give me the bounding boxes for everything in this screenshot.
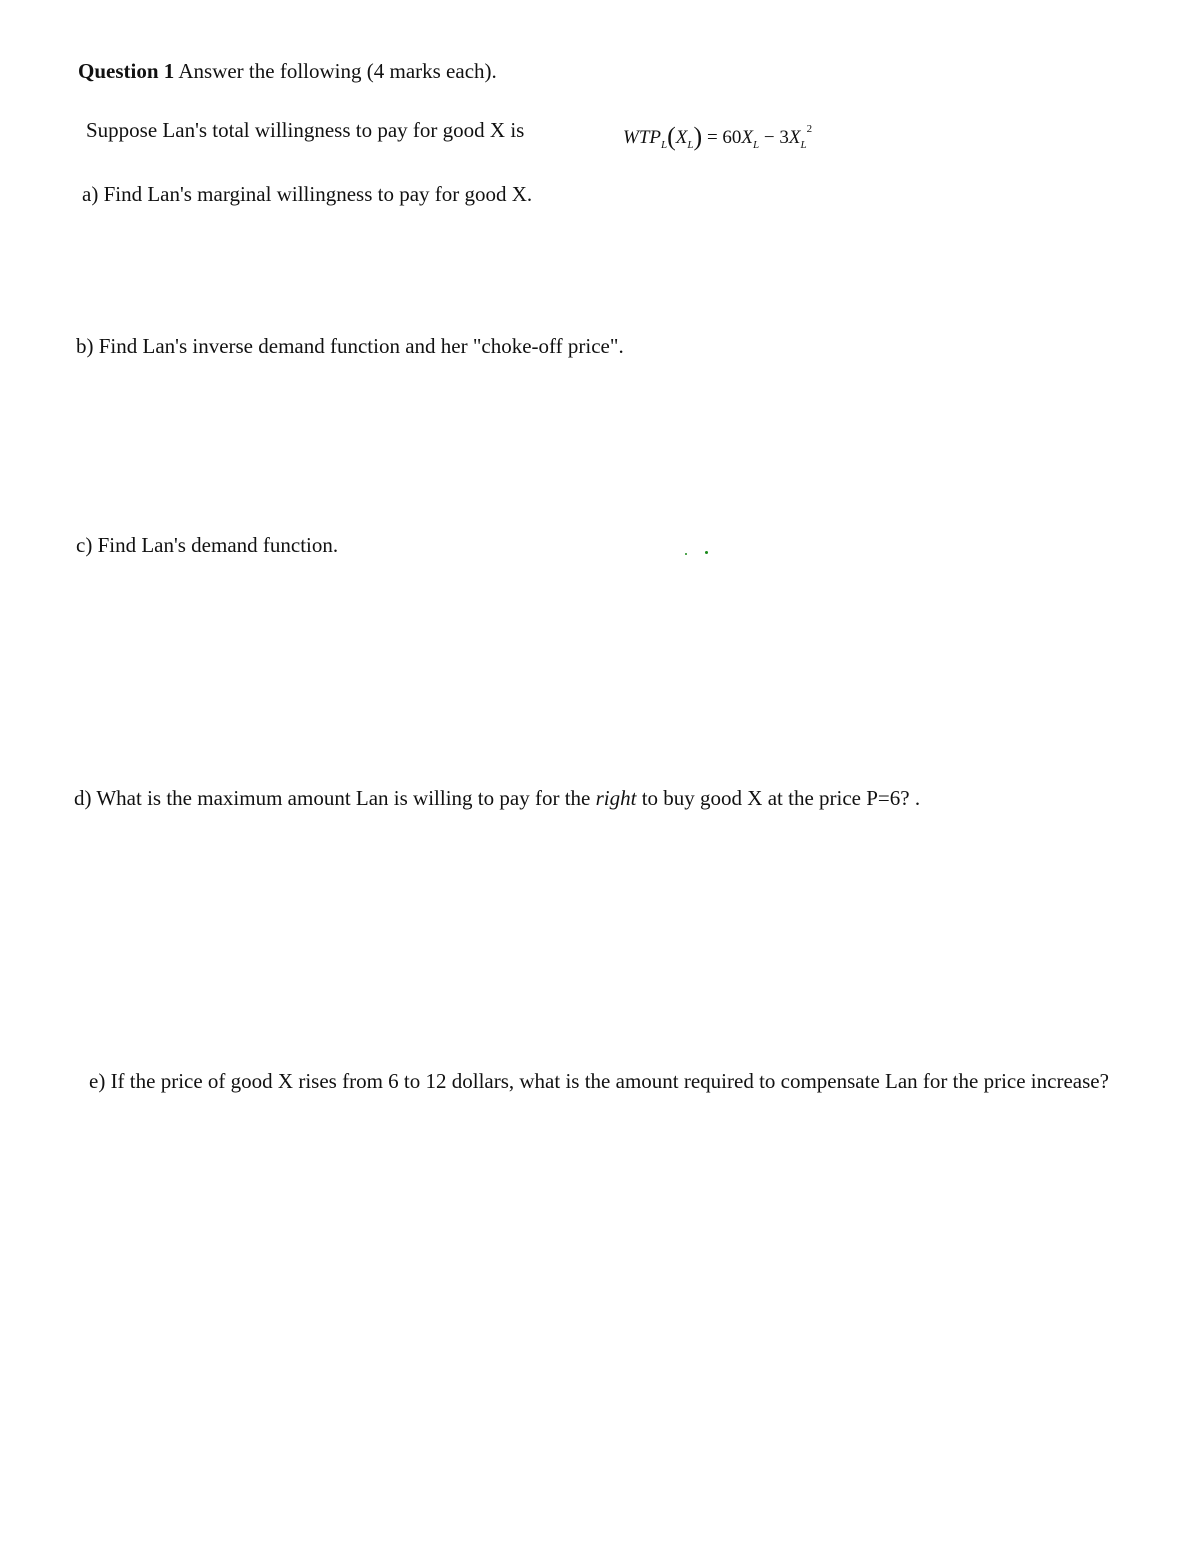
wtp-formula	[623, 112, 812, 162]
stray-mark-dot	[705, 551, 708, 554]
formula-close-paren: )	[693, 122, 703, 151]
part-e-question: e) If the price of good X rises from 6 to 12 dollars, what is the amount required to compensate Lan for the price increase?	[89, 1069, 1109, 1093]
formula-term2-sub: L	[800, 139, 807, 151]
stray-mark-dot	[685, 553, 687, 555]
part-d-question	[74, 784, 920, 812]
formula-coef-1: 60	[722, 127, 742, 148]
formula-coef-2: 3	[779, 127, 789, 148]
formula-lhs-name: WTP	[623, 127, 661, 148]
formula-open-paren: (	[667, 122, 676, 151]
part-c-question: c) Find Lan's demand function.	[76, 533, 339, 557]
formula-term2-var: X	[788, 127, 801, 148]
intro-statement: Suppose Lan's total willingness to pay for good X is	[86, 118, 525, 142]
formula-term1-var: X	[741, 127, 754, 148]
formula-arg-sub: L	[687, 139, 694, 151]
part-d-emphasis: right	[595, 786, 637, 810]
formula-arg-var: X	[675, 127, 688, 148]
formula-equals: =	[706, 127, 718, 148]
part-b-question: b) Find Lan's inverse demand function and her "choke-off price".	[76, 334, 624, 358]
part-a-question: a) Find Lan's marginal willingness to pay for good X.	[82, 182, 533, 206]
formula-term1-sub: L	[753, 139, 760, 151]
question-heading	[78, 57, 497, 85]
formula-minus: −	[763, 127, 775, 148]
question-number: Question 1	[78, 59, 175, 83]
part-d-text-start: d) What is the maximum amount Lan is willing to pay for the	[74, 786, 596, 810]
formula-term2-exp: 2	[806, 123, 813, 135]
part-d-text-end: to buy good X at the price P=6? .	[636, 786, 921, 810]
question-instruction: Answer the following (4 marks each).	[178, 59, 497, 83]
formula-lhs-sub: L	[661, 139, 668, 151]
